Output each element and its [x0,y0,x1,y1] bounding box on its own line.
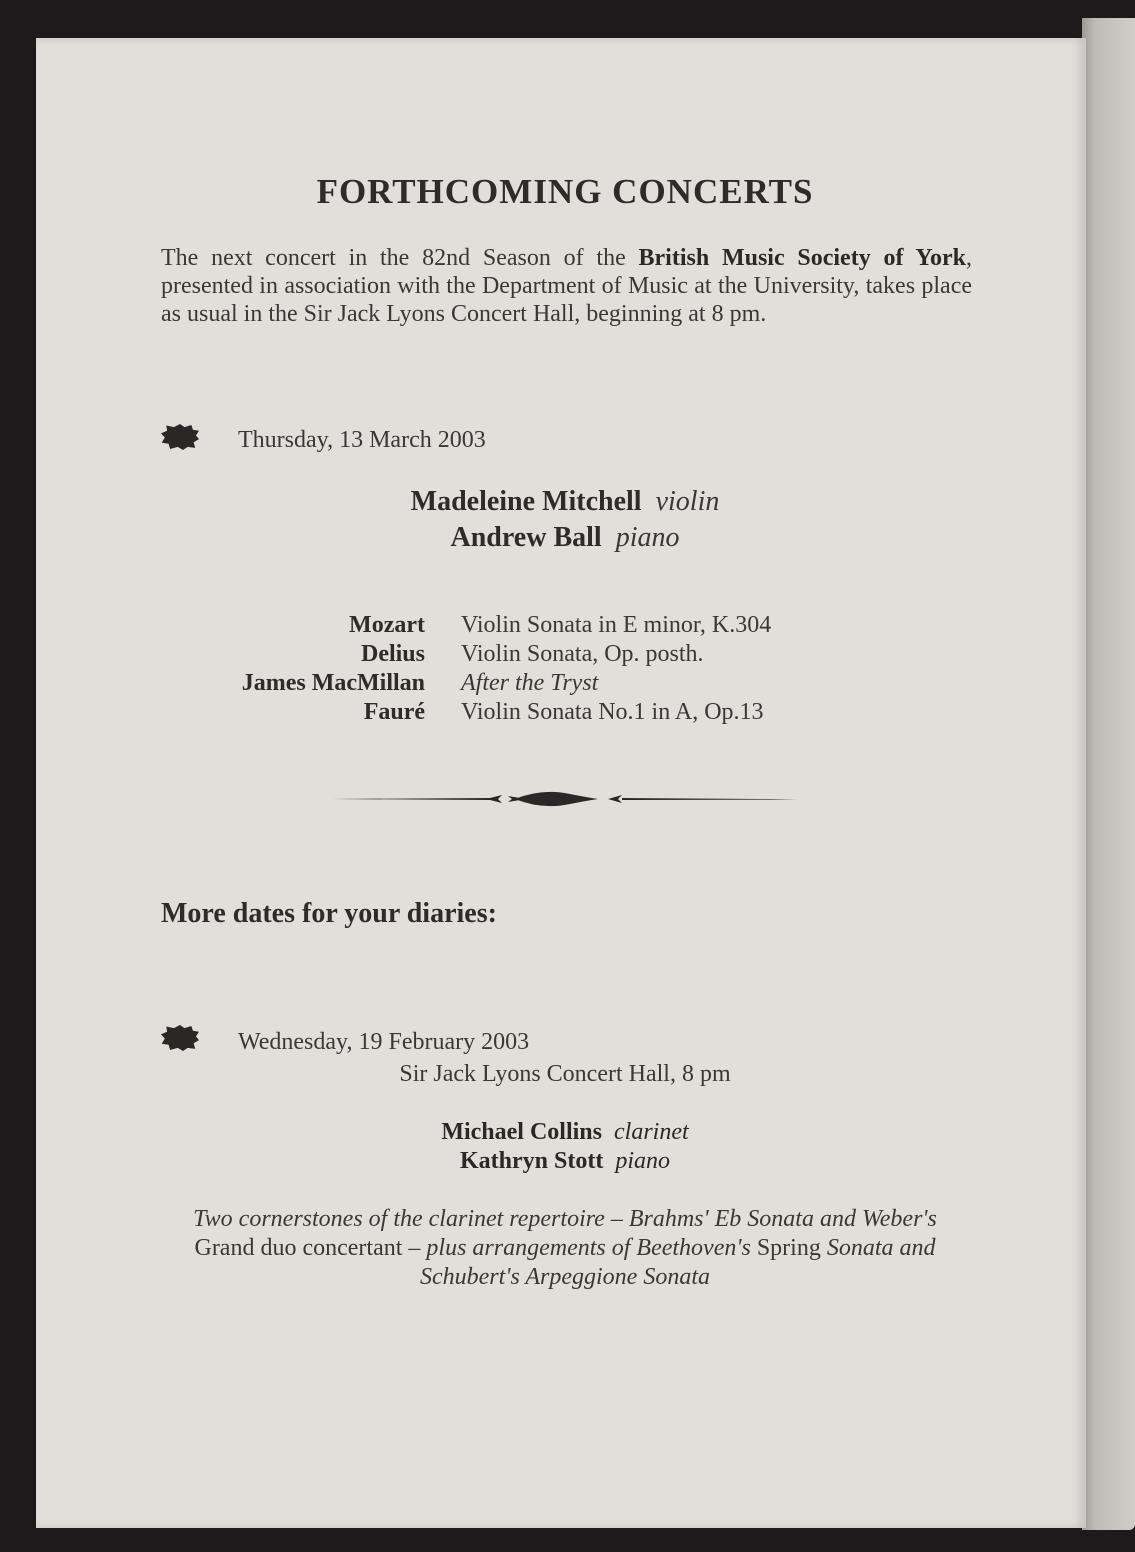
work-title: Violin Sonata No.1 in A, Op.13 [461,699,764,725]
work-title: After the Tryst [461,670,599,696]
programme-row [0,612,1135,642]
description-text: Two cornerstones of the clarinet repertoire – Brahms' Eb Sonata and Weber's [193,1206,937,1232]
intro-before: The next concert in the 82nd Season of the [161,245,639,271]
performer-line [0,1147,1130,1176]
description-text: Sonata and [826,1235,936,1261]
concert-description [150,1205,980,1292]
ornament-divider-icon [330,785,800,813]
programme-row [0,699,1135,729]
performer-line [0,520,1130,556]
performer-name: Michael Collins [441,1119,602,1145]
description-text: Spring [750,1235,827,1261]
performer-instrument: clarinet [614,1119,689,1145]
future-concert-date: Wednesday, 19 February 2003 [238,1029,530,1055]
future-concert-venue: Sir Jack Lyons Concert Hall, 8 pm [399,1061,731,1087]
description-text: Grand duo concertant [194,1235,403,1261]
description-text: Schubert's Arpeggione Sonata [420,1264,710,1290]
performer-name: Andrew Ball [450,522,602,553]
performer-line [0,484,1130,520]
intro-after: , presented in association with the Department of Music at the University, takes place as usual in the Sir Jack Lyons Concert Hall, beginning at 8 pm. [161,245,973,327]
intro-paragraph [161,244,972,328]
work-title: Violin Sonata, Op. posth. [461,641,704,667]
page-title: FORTHCOMING CONCERTS [316,172,814,211]
performer-instrument: violin [655,486,720,517]
composer-name: James MacMillan [241,670,425,696]
composer-name: Mozart [349,612,425,638]
performer-line [0,1118,1130,1147]
next-concert-date: Thursday, 13 March 2003 [238,427,486,453]
society-name: British Music Society of York [638,245,967,271]
facing-page-edge [1082,18,1135,1530]
programme-row [0,670,1135,700]
more-dates-heading: More dates for your diaries: [161,898,497,929]
description-text: – [402,1235,427,1261]
performer-instrument: piano [615,522,680,553]
composer-name: Delius [360,641,425,667]
programme-row [0,641,1135,671]
composer-name: Fauré [363,699,425,725]
performer-instrument: piano [615,1148,670,1174]
performer-name: Madeleine Mitchell [410,486,642,517]
description-text: plus arrangements of Beethoven's [426,1235,751,1261]
work-title: Violin Sonata in E minor, K.304 [461,612,772,638]
performer-name: Kathryn Stott [459,1148,604,1174]
